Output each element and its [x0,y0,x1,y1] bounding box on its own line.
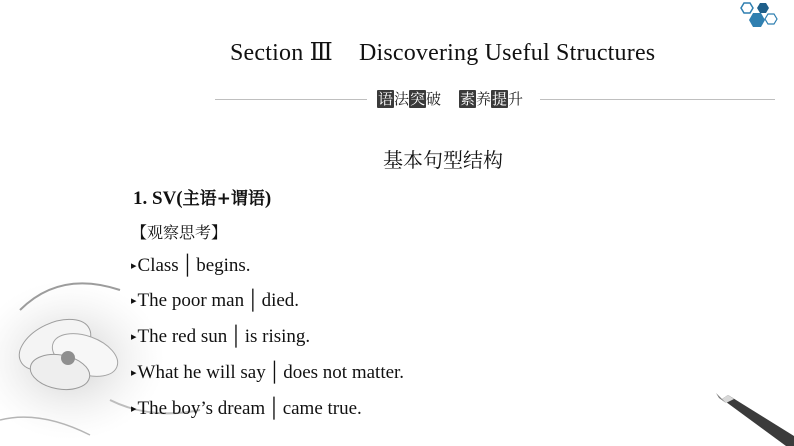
bullet-icon: ▸ [131,295,137,307]
divider-right [540,99,775,100]
subject: Class [137,255,179,276]
pen-icon [714,391,794,446]
example-sentence [131,398,362,420]
example-sentence [131,362,404,384]
divider-icon: │ [229,326,243,347]
bullet-icon: ▸ [131,260,137,272]
predicate: came true. [282,398,362,419]
divider-icon: │ [267,362,282,383]
literacy-improvement-tag: 素养提升 [460,90,524,108]
predicate: does not matter. [283,362,405,383]
subject: The boy’s dream [137,398,266,419]
page-title [230,38,655,67]
example-sentence [131,326,310,348]
subject: What he will say [137,362,266,383]
section-topic: Discovering Useful Structures [358,40,656,66]
subject: The red sun [137,326,228,347]
divider-left [215,99,367,100]
predicate: begins. [196,255,251,276]
example-sentence [131,290,299,312]
divider-icon: │ [246,290,260,311]
section-label: Section Ⅲ [230,40,333,66]
observe-label: 【观察思考】 [131,223,228,242]
bullet-icon: ▸ [131,331,137,343]
example-sentence [131,255,251,277]
predicate: is rising. [244,326,311,347]
subject: The poor man [137,290,245,311]
bullet-icon: ▸ [131,403,137,415]
section-banner [215,88,775,110]
bullet-icon: ▸ [131,367,137,379]
predicate: died. [261,290,300,311]
grammar-breakthrough-tag: 语法突破 [378,90,442,108]
item-heading: 1. SV(主语+谓语) [133,188,272,209]
subtitle: 基本句型结构 [383,148,503,172]
hexagon-cluster-icon [736,0,784,30]
divider-icon: │ [180,255,195,276]
divider-icon: │ [267,398,281,419]
